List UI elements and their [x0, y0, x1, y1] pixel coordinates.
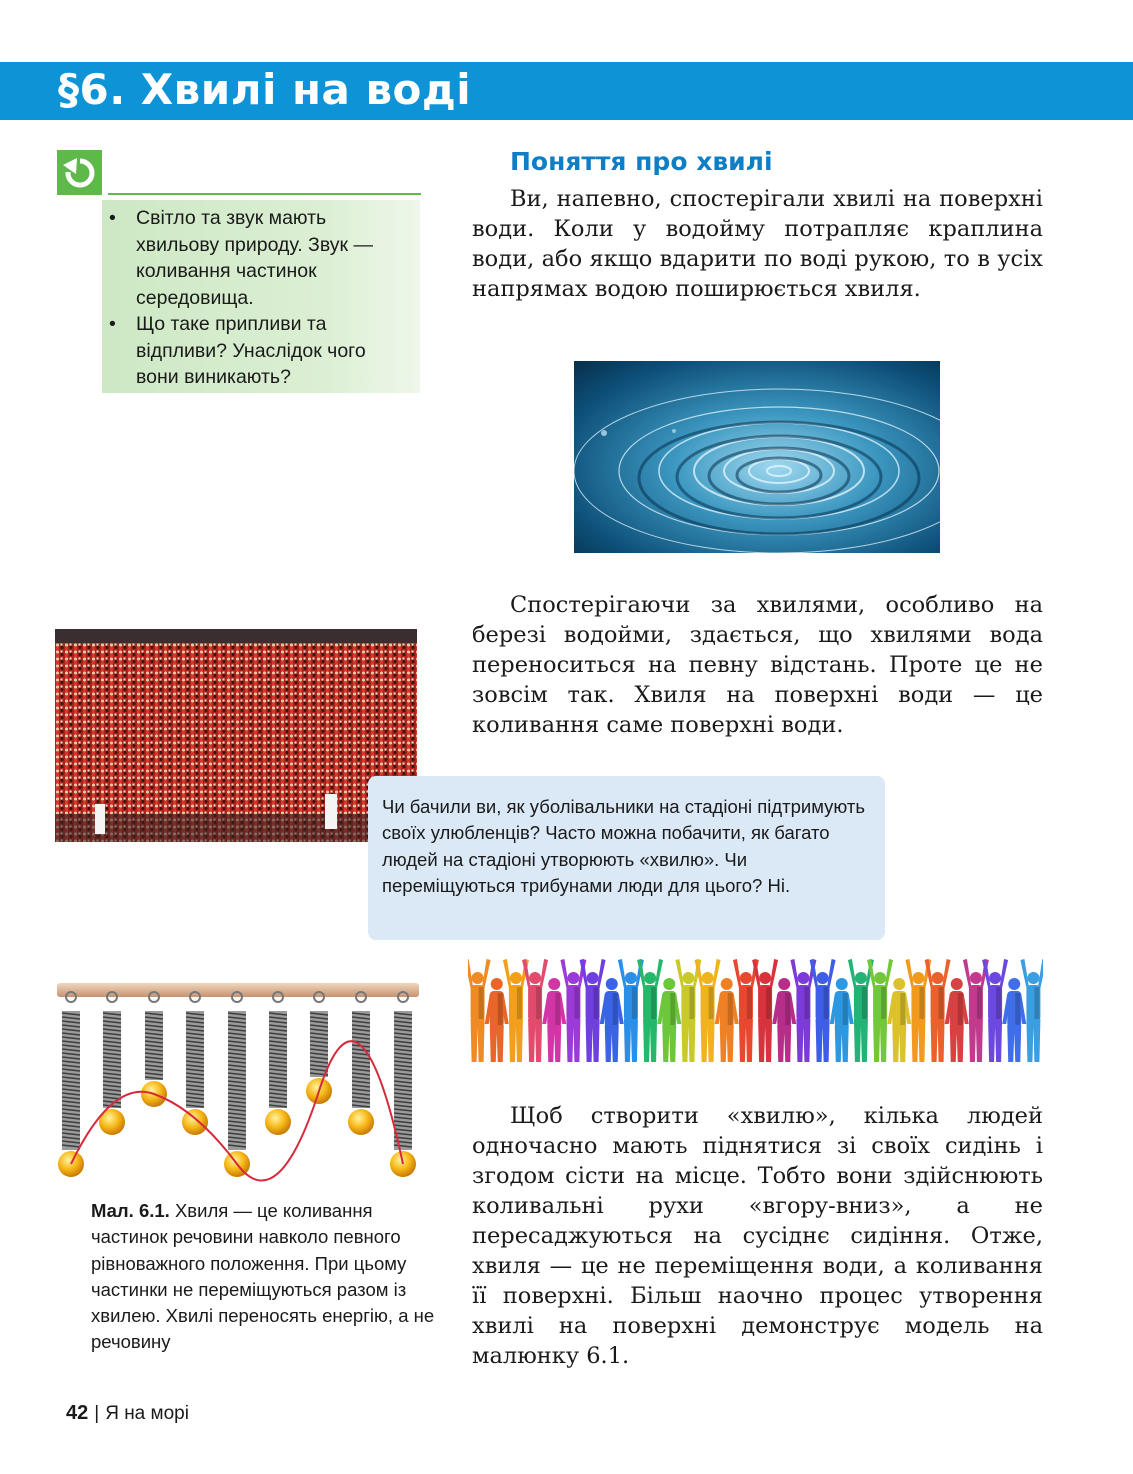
page-footer — [66, 1400, 189, 1427]
water-ripples-image — [574, 361, 940, 553]
recall-item: • Що таке припливи та відпливи? Унаслідок чого вони виникають? — [102, 311, 412, 391]
recall-item: • Світло та звук мають хвильову природу. Звук — коливання частинок середовища. — [102, 205, 412, 311]
info-box-text: Чи бачили ви, як уболівальники на стадіоні підтримують своїх улюбленців? Часто можна побачити, як багато людей на стадіоні утворюють «хвилю». Чи переміщуються трибунами люди для цього? Ні. — [382, 796, 865, 896]
recall-arrow-icon — [57, 150, 102, 195]
footer-separator: | — [94, 1403, 100, 1424]
chapter-title: Я на морі — [105, 1403, 189, 1424]
colorful-people-wave-image — [468, 952, 1043, 1065]
figure-caption — [91, 1198, 443, 1356]
recall-list — [102, 205, 412, 391]
paragraph-intro: Ви, напевно, спостерігали хвилі на поверхні води. Коли у водойму потрапляє краплина води, або якщо вдарити по воді рукою, то в усіх напрямах водою поширюється хвиля. — [472, 186, 1043, 302]
recall-divider — [108, 193, 421, 195]
spring-ball-wave-model — [57, 979, 419, 1183]
paragraph-shore: Спостерігаючи за хвилями, особливо на березі водойми, здається, що хвилями вода переноситься на певну відстань. Проте це не зовсім так. Хвиля на поверхні води — це коливання саме поверхні води. — [472, 592, 1043, 738]
section-heading: Поняття про хвилі — [510, 147, 773, 176]
stadium-crowd-image — [55, 629, 417, 842]
paragraph-stadium-wave: Щоб створити «хвилю», кілька людей одночасно мають піднятися зі своїх сидінь і згодом сісти на місце. Тобто вони здійснюють коливальні рухи «вгору-вниз», а не пересаджуються на сусіднє сидіння. Отже, хвиля — це не переміщення води, а коливання її поверхні. Більш наочно процес утворення хвилі на поверхні демонструє модель на малюнку 6.1. — [472, 1103, 1043, 1369]
page-title: §6. Хвилі на воді — [58, 65, 472, 114]
page-number: 42 — [66, 1402, 89, 1424]
figure-label: Мал. 6.1. — [91, 1200, 170, 1221]
figure-caption-text: Хвиля — це коливання частинок речовини навколо певного рівноважного положення. При цьому частинки не переміщуються разом із хвилею. Хвилі переносять енергію, а не речовину — [91, 1200, 435, 1353]
